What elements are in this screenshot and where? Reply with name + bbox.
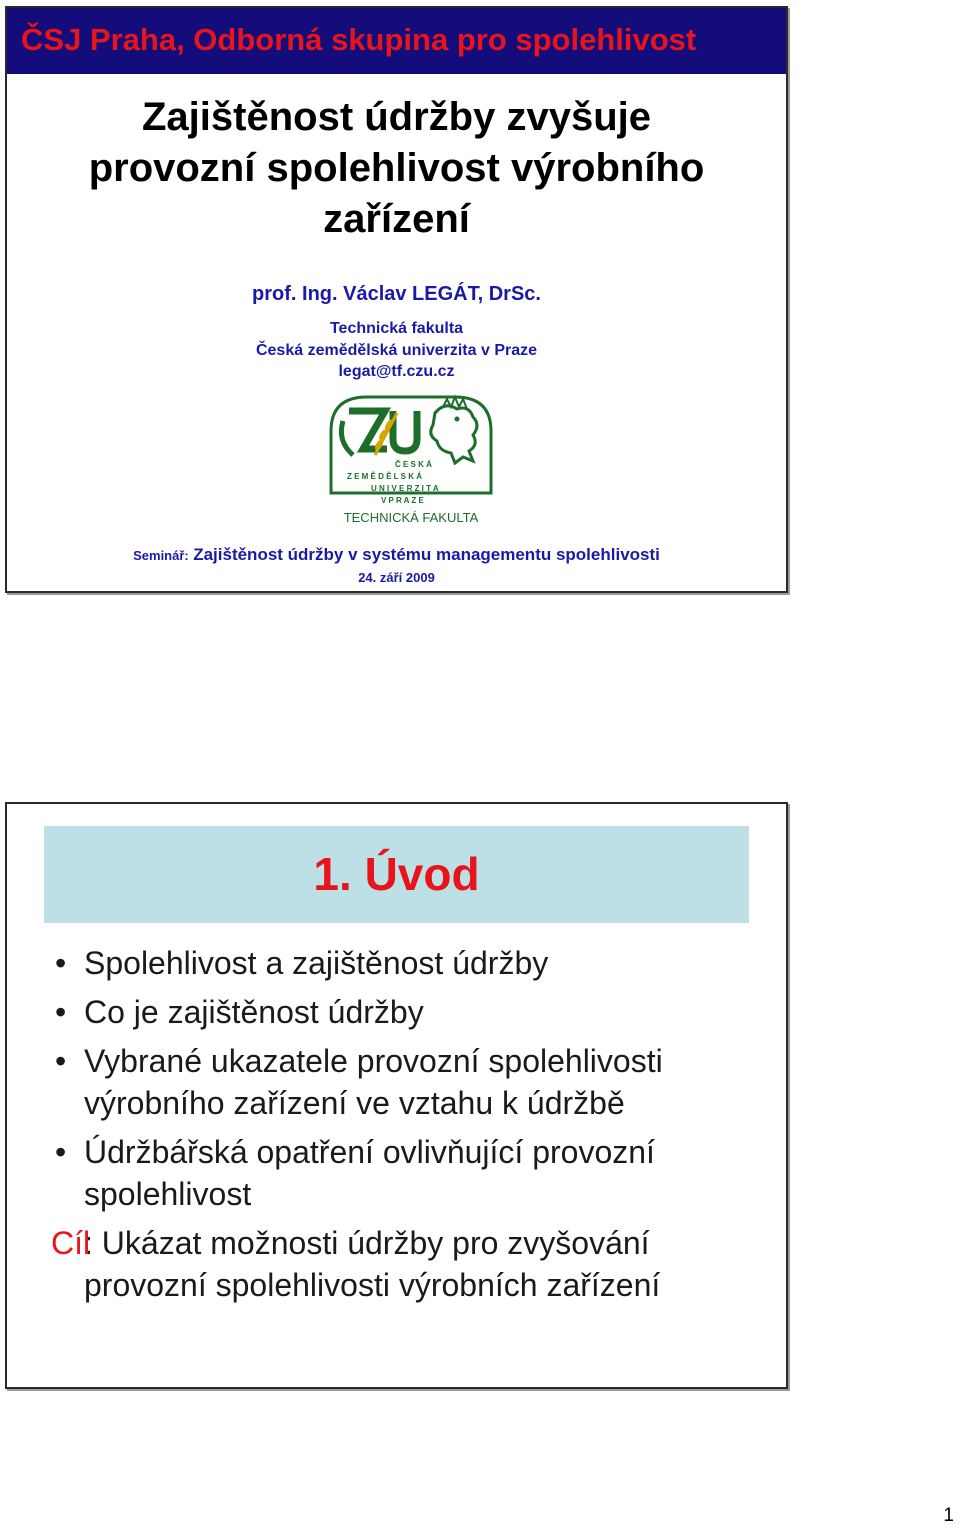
bullet-icon: • (55, 1043, 67, 1079)
slide-title (5, 6, 788, 593)
header-bar (7, 8, 786, 74)
slide-introduction (5, 802, 788, 1389)
czu-logo (323, 391, 499, 529)
seminar-date: 24. září 2009 (358, 570, 435, 585)
bullet-icon: • (55, 1134, 67, 1170)
bullet-icon: • (55, 945, 67, 981)
slide-title: 1. Úvod (313, 848, 480, 900)
header-text: ČSJ Praha, Odborná skupina pro spolehlivost (21, 22, 697, 57)
seminar-label: Seminář: (133, 548, 189, 563)
logo-text-line: U N I V E R Z I T A (371, 484, 439, 493)
goal-text: : Ukázat možnosti údržby pro zvyšování provozní spolehlivosti výrobních zařízení (84, 1225, 661, 1303)
bullet-icon: • (55, 994, 67, 1030)
bullet-text: Vybrané ukazatele provozní spolehlivosti výrobního zařízení ve vztahu k údržbě (84, 1043, 663, 1121)
presentation-title (7, 92, 786, 245)
bullet-text: Co je zajištěnost údržby (84, 994, 424, 1030)
title-line: provozní spolehlivost výrobního (88, 146, 705, 190)
goal-statement (51, 1222, 771, 1306)
title-line: Zajištěnost údržby zvyšuje (141, 95, 652, 139)
logo-text-line: Z E M Ě D Ě L S K Á (347, 472, 422, 481)
affiliation (7, 318, 786, 383)
goal-label: Cíl (51, 1225, 91, 1261)
bullet-text: Spolehlivost a zajištěnost údržby (84, 945, 549, 981)
faculty-name: Technická fakulta (329, 320, 464, 337)
email: legat@tf.czu.cz (338, 363, 455, 380)
czu-logo-graphic (323, 391, 499, 511)
author-name: prof. Ing. Václav LEGÁT, DrSc. (252, 283, 541, 305)
bullet-item (51, 1040, 771, 1124)
logo-text-line: Č E S K Á (395, 460, 432, 469)
university-name: Česká zemědělská univerzita v Praze (255, 341, 538, 359)
bullet-list (51, 942, 771, 1306)
page-number: 1 (943, 1505, 954, 1526)
bullet-text: Údržbářská opatření ovlivňující provozní spolehlivost (84, 1134, 655, 1212)
title-line: zařízení (323, 197, 470, 241)
seminar-title: Zajištěnost údržby v systému managementu spolehlivosti (193, 545, 660, 564)
bullet-item (51, 942, 771, 984)
faculty-logo-text: TECHNICKÁ FAKULTA (343, 510, 479, 525)
bullet-item (51, 991, 771, 1033)
bullet-item (51, 1131, 771, 1215)
logo-text-line: V P R A Z E (381, 496, 424, 505)
seminar-line (7, 545, 786, 565)
